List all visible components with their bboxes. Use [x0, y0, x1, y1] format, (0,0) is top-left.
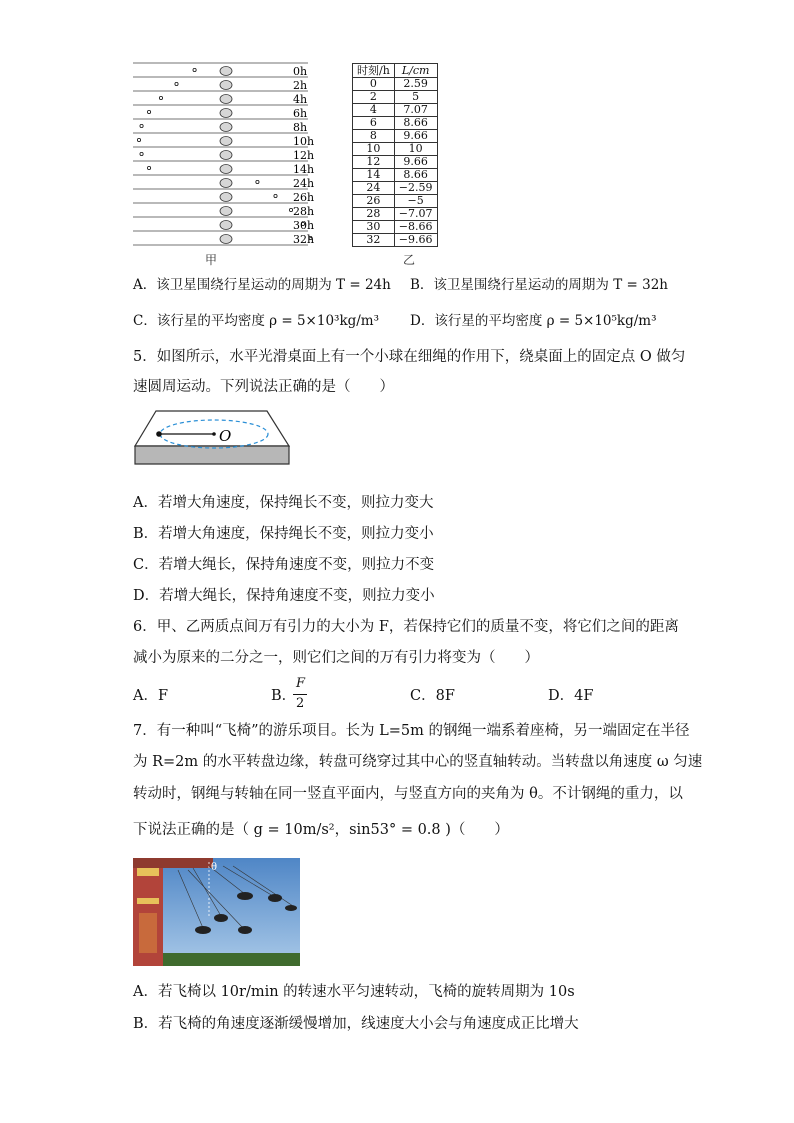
planet	[220, 67, 232, 76]
time-label: 14h	[293, 163, 315, 176]
time-label: 32h	[293, 233, 315, 246]
planet	[220, 235, 232, 244]
table-yi-caption: 乙	[403, 253, 416, 267]
table-cell-time: 24	[353, 182, 395, 195]
time-label: 2h	[293, 79, 308, 92]
figure-circular-motion	[134, 410, 290, 482]
satellite	[140, 152, 143, 155]
table-cell-length: −2.59	[394, 182, 437, 195]
table-cell-length: 2.59	[394, 78, 437, 91]
q6-option-b-denominator: 2	[296, 696, 305, 711]
satellite	[256, 180, 259, 183]
q6-option-b	[271, 676, 331, 716]
planet	[220, 123, 232, 132]
table-cell-length: 8.66	[394, 117, 437, 130]
satellite	[140, 124, 143, 127]
table-cell-length: −5	[394, 195, 437, 208]
table-row	[353, 156, 438, 169]
planet	[220, 165, 232, 174]
table-cell-length: 10	[394, 143, 437, 156]
table-top	[135, 411, 289, 446]
planet	[220, 151, 232, 160]
table-cell-time: 14	[353, 169, 395, 182]
table-cell-time: 8	[353, 130, 395, 143]
table-cell-time: 32	[353, 234, 395, 247]
table-cell-length: −7.07	[394, 208, 437, 221]
satellite	[159, 96, 162, 99]
q7-stem-line4: 下说法正确的是（ g = 10m/s²，sin53° = 0.8 )（ ）	[133, 822, 509, 838]
q6-option-d: D．4F	[548, 688, 594, 704]
q6-stem-line2: 减小为原来的二分之一，则它们之间的万有引力将变为（ ）	[133, 650, 539, 666]
table-row	[353, 117, 438, 130]
table-cell-length: 8.66	[394, 169, 437, 182]
q5-option-c: C．若增大绳长，保持角速度不变，则拉力不变	[133, 557, 435, 573]
table-row	[353, 234, 438, 247]
table-cell-time: 4	[353, 104, 395, 117]
table-row	[353, 143, 438, 156]
table-row	[353, 130, 438, 143]
q5-stem-line1: 5．如图所示，水平光滑桌面上有一个小球在细绳的作用下，绕桌面上的固定点 O 做匀	[133, 349, 686, 365]
table-cell-length: 5	[394, 91, 437, 104]
planet	[220, 81, 232, 90]
time-label: 12h	[293, 149, 315, 162]
q6-stem-line1: 6．甲、乙两质点间万有引力的大小为 F，若保持它们的质量不变，将它们之间的距离	[133, 619, 679, 635]
table-row	[353, 221, 438, 234]
time-label: 24h	[293, 177, 315, 190]
table-row	[353, 91, 438, 104]
q7-stem-line1: 7．有一种叫“飞椅”的游乐项目。长为 L=5m 的钢绳一端系着座椅，另一端固定在半径	[133, 723, 690, 739]
table-cell-time: 0	[353, 78, 395, 91]
time-label: 30h	[293, 219, 315, 232]
q4-option-c: C．该行星的平均密度 ρ = 5×10³kg/m³	[133, 313, 380, 329]
table-cell-time: 6	[353, 117, 395, 130]
planet	[220, 221, 232, 230]
table-cell-time: 28	[353, 208, 395, 221]
q6-option-c: C．8F	[410, 688, 455, 704]
q7-stem-line3: 转动时，钢绳与转轴在同一竖直平面内，与竖直方向的夹角为 θ。不计钢绳的重力，以	[133, 786, 683, 802]
q4-option-b: B．该卫星围绕行星运动的周期为 T = 32h	[410, 277, 668, 293]
table-cell-length: 9.66	[394, 130, 437, 143]
q4-option-a: A．该卫星围绕行星运动的周期为 T = 24h	[133, 277, 391, 293]
q7-option-a: A．若飞椅以 10r/min 的转速水平匀速转动，飞椅的旋转周期为 10s	[133, 984, 575, 1000]
q6-option-b-numerator: F	[296, 676, 306, 691]
table-row	[353, 195, 438, 208]
time-label: 8h	[293, 121, 308, 134]
table-cell-length: −9.66	[394, 234, 437, 247]
table-cell-time: 12	[353, 156, 395, 169]
satellite	[175, 82, 178, 85]
table-cell-length: 7.07	[394, 104, 437, 117]
time-label: 26h	[293, 191, 315, 204]
planet	[220, 109, 232, 118]
table-cell-time: 30	[353, 221, 395, 234]
table-cell-time: 2	[353, 91, 395, 104]
satellite	[193, 68, 196, 71]
planet	[220, 137, 232, 146]
ball	[156, 431, 162, 437]
satellite-position-diagram	[133, 60, 323, 255]
point-o-label: O	[219, 427, 232, 445]
figure-jia	[133, 60, 323, 255]
time-label: 0h	[293, 65, 308, 78]
satellite	[274, 194, 277, 197]
figure-jia-caption: 甲	[205, 253, 218, 267]
fixed-point	[212, 432, 216, 436]
planet	[220, 207, 232, 216]
data-table-yi	[352, 63, 438, 247]
time-label: 4h	[293, 93, 308, 106]
fraction-bar	[293, 694, 307, 695]
satellite	[147, 166, 150, 169]
table-cell-time: 26	[353, 195, 395, 208]
time-label: 6h	[293, 107, 308, 120]
table-row	[353, 208, 438, 221]
planet	[220, 193, 232, 202]
table-row	[353, 182, 438, 195]
table-side	[135, 446, 289, 464]
table-header-time: 时刻/h	[353, 64, 395, 78]
q4-option-d: D．该行星的平均密度 ρ = 5×10⁵kg/m³	[410, 313, 657, 329]
table-row	[353, 104, 438, 117]
q5-option-a: A．若增大角速度，保持绳长不变，则拉力变大	[133, 495, 434, 511]
table-row	[353, 169, 438, 182]
q5-option-b: B．若增大角速度，保持绳长不变，则拉力变小	[133, 526, 434, 542]
swing-ride-photo	[133, 858, 300, 966]
time-label: 28h	[293, 205, 315, 218]
table-cell-length: 9.66	[394, 156, 437, 169]
table-cell-length: −8.66	[394, 221, 437, 234]
q5-stem-line2: 速圆周运动。下列说法正确的是（ ）	[133, 379, 394, 395]
theta-label: θ	[211, 862, 218, 873]
q6-option-a: A．F	[133, 688, 169, 704]
table-header-length: L/cm	[394, 64, 437, 78]
satellite	[137, 138, 140, 141]
satellite	[147, 110, 150, 113]
planet	[220, 95, 232, 104]
planet	[220, 179, 232, 188]
q6-option-b-prefix: B．	[271, 688, 297, 704]
q7-stem-line2: 为 R=2m 的水平转盘边缘，转盘可绕穿过其中心的竖直轴转动。当转盘以角速度 ω 匀速	[133, 754, 703, 770]
q5-option-d: D．若增大绳长，保持角速度不变，则拉力变小	[133, 588, 435, 604]
time-label: 10h	[293, 135, 315, 148]
q7-option-b: B．若飞椅的角速度逐渐缓慢增加，线速度大小会与角速度成正比增大	[133, 1016, 579, 1032]
table-cell-time: 10	[353, 143, 395, 156]
table-row	[353, 78, 438, 91]
